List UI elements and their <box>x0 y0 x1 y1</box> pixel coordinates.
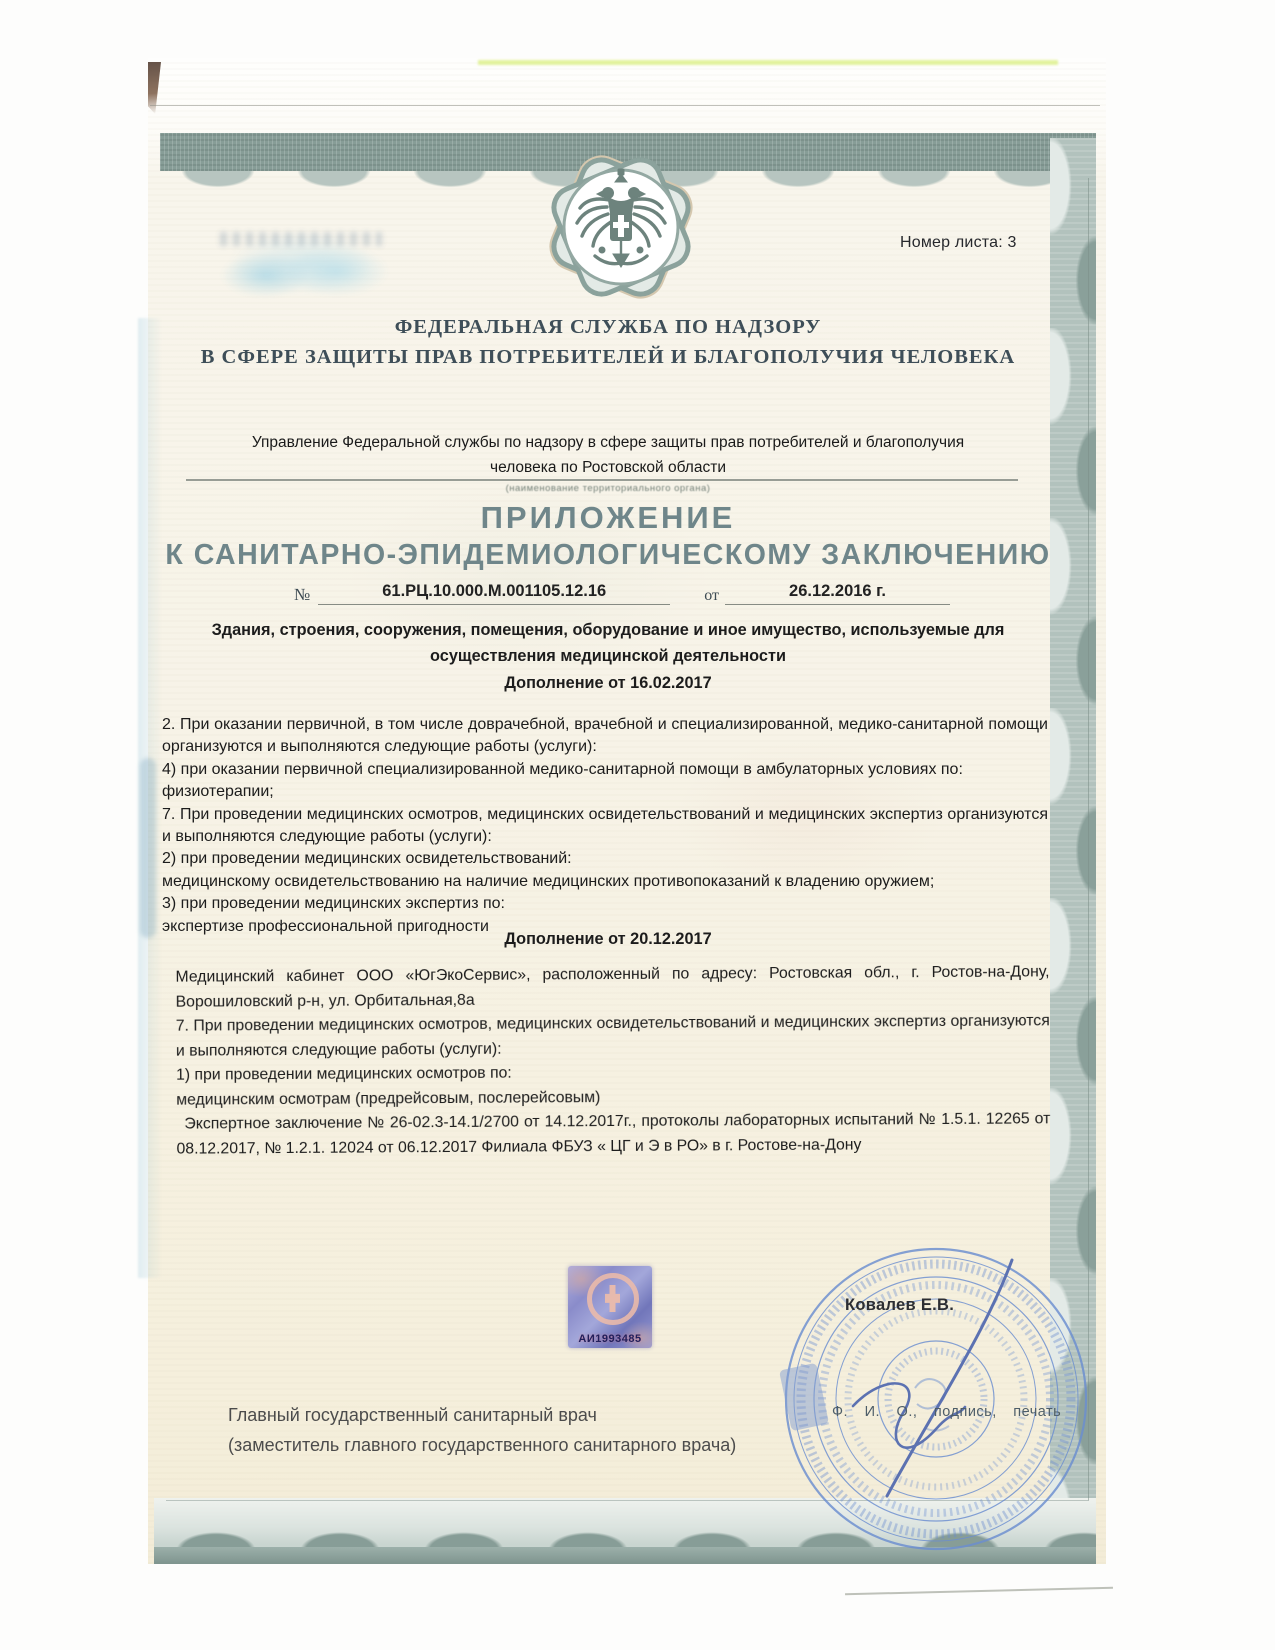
scan-edge-artifact <box>478 60 1058 65</box>
document-title-line1: ПРИЛОЖЕНИЕ <box>480 500 736 535</box>
territorial-body-line1: Управление Федеральной службы по надзору в сфере защиты прав потребителей и благополучия <box>251 434 965 451</box>
official-position-line2: (заместитель главного государственного санитарного врача) <box>228 1435 737 1455</box>
signature-caption: Ф. И. О., подпись, печать <box>832 1404 1062 1420</box>
subject-line2: осуществления медицинской деятельности <box>430 646 786 665</box>
from-label: от <box>704 587 720 604</box>
paragraph-line: медицинским осмотрам (предрейсовым, послерейсовым) <box>176 1088 601 1109</box>
hologram-serial: АИ1993485 <box>578 1333 642 1345</box>
hologram-emblem-icon <box>587 1273 639 1325</box>
certificate-number-row <box>166 582 1050 605</box>
paragraph-line: физиотерапии; <box>162 783 274 801</box>
paragraph-line: 3) при проведении медицинских экспертиз по: <box>162 895 505 913</box>
paragraph-line: Медицинский кабинет ООО «ЮгЭкоСервис», расположенный по адресу: Ростовская обл., г. Ростов-на-Дону, Ворошиловский р-н, ул. Орбитальная,8а <box>175 963 1050 1011</box>
agency-name-line1: ФЕДЕРАЛЬНАЯ СЛУЖБА ПО НАДЗОРУ <box>394 316 822 338</box>
document-title-line2: К САНИТАРНО-ЭПИДЕМИОЛОГИЧЕСКОМУ ЗАКЛЮЧЕНИЮ <box>165 539 1051 571</box>
paragraph-line: Экспертное заключение № 26-02.3-14.1/2700 от 14.12.2017г., протоколы лабораторных испытаний № 1.5.1. 12265 от 08.12.2017, № 1.2.1. 12024 от 06.12.2017 Филиала ФБУЗ « ЦГ и Э в РО» в г. Ростове-на-Дону <box>176 1110 1051 1158</box>
agency-name-line2: В СФЕРЕ ЗАЩИТЫ ПРАВ ПОТРЕБИТЕЛЕЙ И БЛАГОПОЛУЧИЯ ЧЕЛОВЕКА <box>200 346 1016 368</box>
official-position <box>228 1400 736 1460</box>
scan-corner-artifact <box>148 62 161 114</box>
supplement1-body <box>162 714 1048 938</box>
paragraph-line: 2. При оказании первичной, в том числе доврачебной, врачебной и специализированной, медико-санитарной помощи организуются и выполняются следующие работы (услуги): <box>162 716 1048 756</box>
guilloche-border-left-segment <box>140 758 156 938</box>
certificate-date: 26.12.2016 г. <box>725 582 950 605</box>
document-title <box>158 500 1058 572</box>
round-seal-stamp <box>775 1238 1097 1560</box>
faded-ink-stamp-mark <box>212 226 390 308</box>
certificate-sheet <box>148 58 1106 1564</box>
territorial-body-underline <box>186 479 1018 481</box>
certificate-subject <box>166 618 1050 669</box>
paragraph-line: 7. При проведении медицинских осмотров, медицинских освидетельствований и медицинских экспертиз организуются и выполняются следующие работы (услуги): <box>175 1012 1050 1060</box>
paragraph-line: экспертизе профессиональной пригодности <box>162 917 489 935</box>
scan-stray-line <box>845 1587 1113 1596</box>
paragraph-line: медицинскому освидетельствованию на наличие медицинских противопоказаний к владению оружием; <box>162 872 935 890</box>
supplement1-heading: Дополнение от 16.02.2017 <box>504 674 712 692</box>
rospotrebnadzor-emblem-icon <box>545 134 697 326</box>
certificate-number: 61.РЦ.10.000.М.001105.12.16 <box>318 582 670 605</box>
sheet-number: Номер листа: 3 <box>900 234 1017 251</box>
paragraph-line: 1) при проведении медицинских осмотров по: <box>176 1064 512 1084</box>
territorial-body-caption: (наименование территориального органа) <box>505 483 711 494</box>
territorial-body <box>166 430 1050 480</box>
paragraph-line: 7. При проведении медицинских осмотров, медицинских освидетельствований и медицинских экспертиз организуются и выполняются следующие работы (услуги): <box>162 805 1048 846</box>
scan-fold-line <box>150 105 1100 106</box>
paragraph-line: 2) при проведении медицинских освидетельствований: <box>162 850 572 868</box>
official-position-line1: Главный государственный санитарный врач <box>228 1405 597 1425</box>
supplement2-body <box>175 960 1050 1161</box>
supplement2-heading: Дополнение от 20.12.2017 <box>504 930 712 948</box>
subject-line1: Здания, строения, сооружения, помещения, оборудование и иное имущество, используемые для <box>211 621 1005 639</box>
paragraph-line: 4) при оказании первичной специализированной медико-санитарной помощи в амбулаторных условиях по: <box>162 760 963 778</box>
hologram-sticker <box>568 1266 652 1348</box>
territorial-body-line2: человека по Ростовской области <box>490 459 726 476</box>
number-sign: № <box>294 585 311 604</box>
signatory-name: Ковалев Е.В. <box>845 1296 955 1314</box>
